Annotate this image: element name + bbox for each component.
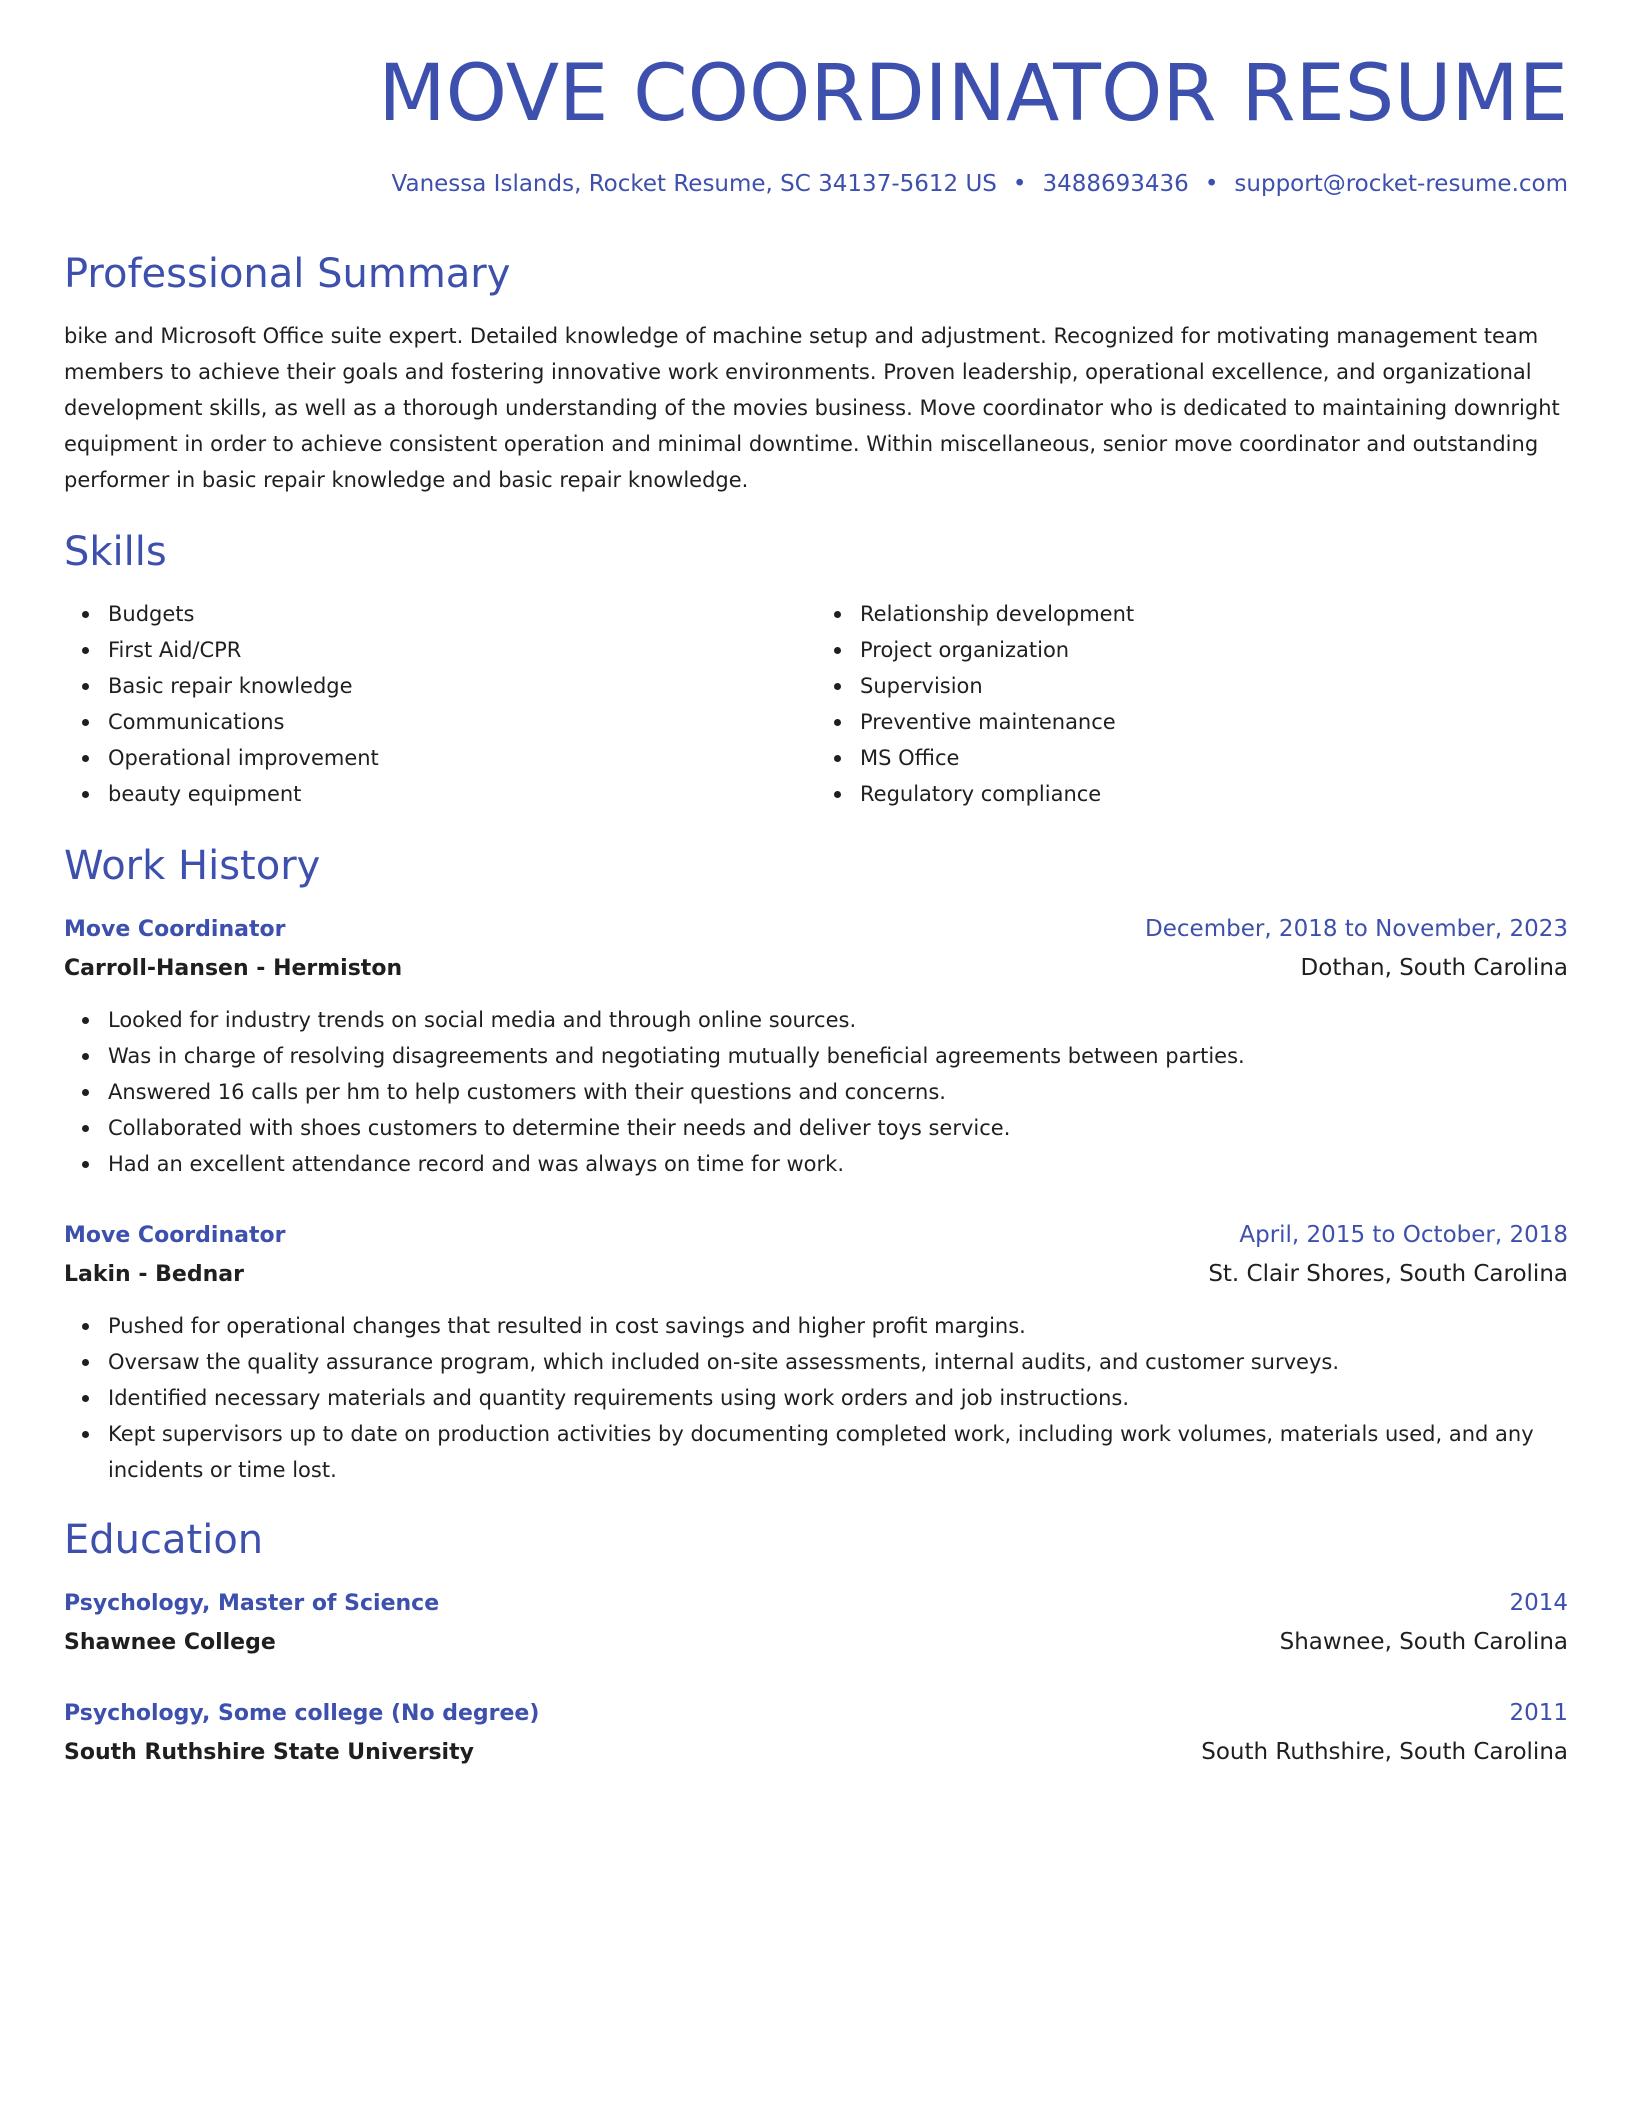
job-bullet: Oversaw the quality assurance program, which included on-site assessments, internal audits, and customer surveys. (108, 1344, 1568, 1380)
skills-list (64, 596, 1568, 812)
skills-heading: Skills (64, 528, 167, 575)
education-location: Shawnee, South Carolina (1279, 1628, 1568, 1655)
education-heading: Education (64, 1516, 264, 1563)
skill-item: beauty equipment (108, 776, 816, 812)
education-degree-row (64, 1694, 1568, 1733)
skill-item: Regulatory compliance (860, 776, 1568, 812)
job-company: Lakin - Bednar (64, 1261, 244, 1287)
job-bullets (64, 1002, 1568, 1182)
work-history-heading: Work History (64, 842, 321, 889)
skill-item: Project organization (860, 632, 1568, 668)
education-year: 2014 (1509, 1589, 1568, 1616)
contact-separator: • (1012, 170, 1027, 197)
contact-email: support@rocket-resume.com (1234, 170, 1568, 197)
job-bullet: Looked for industry trends on social media and through online sources. (108, 1002, 1568, 1038)
education-school: South Ruthshire State University (64, 1739, 474, 1765)
contact-line (64, 170, 1568, 200)
skill-item: Basic repair knowledge (108, 668, 816, 704)
job-company-row (64, 1255, 1568, 1294)
education-degree-row (64, 1584, 1568, 1623)
skill-item: Operational improvement (108, 740, 816, 776)
job-bullet: Was in charge of resolving disagreements and negotiating mutually beneficial agreements between parties. (108, 1038, 1568, 1074)
skills-column-left (64, 596, 816, 812)
skill-item: Relationship development (860, 596, 1568, 632)
skills-column-right (816, 596, 1568, 812)
job-company: Carroll-Hansen - Hermiston (64, 955, 403, 981)
skill-item: Supervision (860, 668, 1568, 704)
summary-heading: Professional Summary (64, 250, 511, 297)
skill-item: Communications (108, 704, 816, 740)
summary-text: bike and Microsoft Office suite expert. Detailed knowledge of machine setup and adjustment. Recognized for motivating management team members to achieve their goals and fostering innovative work environments. Proven leadership, operational excellence, and organizational development skills, as well as a thorough understanding of the movies business. Move coordinator who is dedicated to maintaining downright equipment in order to achieve consistent operation and minimal downtime. Within miscellaneous, senior move coordinator and outstanding performer in basic repair knowledge and basic repair knowledge. (64, 323, 1560, 492)
contact-separator: • (1204, 170, 1219, 197)
job-title-row (64, 1216, 1568, 1255)
job-title: Move Coordinator (64, 916, 286, 942)
job-entry (64, 910, 1568, 1182)
education-school: Shawnee College (64, 1629, 276, 1655)
job-location: St. Clair Shores, South Carolina (1208, 1260, 1568, 1287)
contact-address: Vanessa Islands, Rocket Resume, SC 34137-5612 US (391, 170, 997, 197)
job-bullet: Identified necessary materials and quantity requirements using work orders and job instructions. (108, 1380, 1568, 1416)
job-bullet: Collaborated with shoes customers to determine their needs and deliver toys service. (108, 1110, 1568, 1146)
resume-title: MOVE COORDINATOR RESUME (378, 49, 1568, 139)
job-dates: April, 2015 to October, 2018 (1239, 1221, 1568, 1248)
job-location: Dothan, South Carolina (1300, 954, 1568, 981)
skill-item: MS Office (860, 740, 1568, 776)
job-bullet: Pushed for operational changes that resulted in cost savings and higher profit margins. (108, 1308, 1568, 1344)
job-entry (64, 1216, 1568, 1488)
education-location: South Ruthshire, South Carolina (1201, 1738, 1568, 1765)
education-year: 2011 (1509, 1699, 1568, 1726)
education-entry (64, 1584, 1568, 1662)
job-bullet: Had an excellent attendance record and was always on time for work. (108, 1146, 1568, 1182)
skill-item: Budgets (108, 596, 816, 632)
job-title-row (64, 910, 1568, 949)
contact-phone: 3488693436 (1042, 170, 1189, 197)
job-bullets (64, 1308, 1568, 1488)
education-entry (64, 1694, 1568, 1772)
job-company-row (64, 949, 1568, 988)
skill-item: First Aid/CPR (108, 632, 816, 668)
job-bullet: Kept supervisors up to date on production activities by documenting completed work, including work volumes, materials used, and any incidents or time lost. (108, 1416, 1568, 1488)
job-title: Move Coordinator (64, 1222, 286, 1248)
skill-item: Preventive maintenance (860, 704, 1568, 740)
education-degree: Psychology, Master of Science (64, 1590, 440, 1616)
job-bullet: Answered 16 calls per hm to help customers with their questions and concerns. (108, 1074, 1568, 1110)
education-degree: Psychology, Some college (No degree) (64, 1700, 540, 1726)
education-school-row (64, 1623, 1568, 1662)
job-dates: December, 2018 to November, 2023 (1145, 915, 1568, 942)
education-school-row (64, 1733, 1568, 1772)
